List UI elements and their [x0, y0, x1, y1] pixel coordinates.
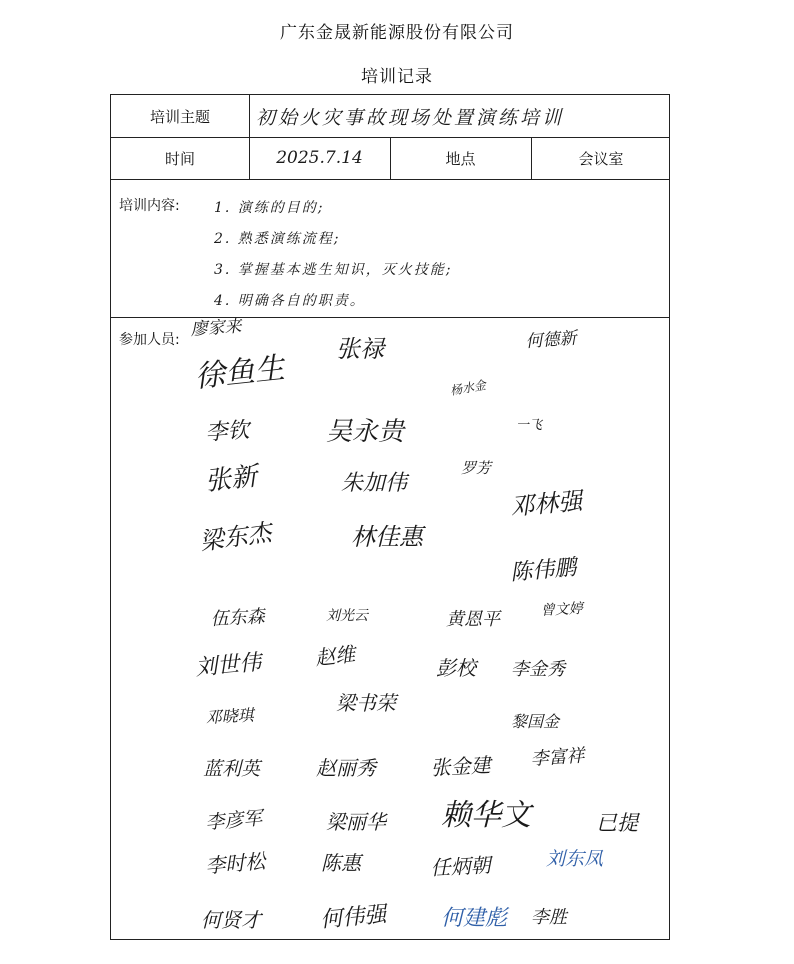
participant-signature: 陈惠	[321, 851, 361, 875]
participant-signature: 赖华文	[441, 798, 531, 833]
participant-signature: 张金建	[430, 752, 492, 780]
participant-signature: 何伟强	[319, 902, 388, 933]
participant-signature: 何建彪	[441, 906, 508, 931]
participant-signature: 朱加伟	[341, 471, 408, 496]
time-value: 2025.7.14	[276, 148, 363, 168]
participants-label: 参加人员:	[119, 332, 180, 348]
participant-signature: 刘东凤	[546, 848, 604, 870]
participant-signature: 邓晓琪	[205, 705, 255, 727]
participant-signature: 李钦	[204, 417, 251, 446]
participant-signature: 李胜	[531, 907, 567, 928]
company-name: 广东金晟新能源股份有限公司	[280, 23, 514, 43]
participant-signature: 刘世伟	[194, 650, 263, 681]
participant-signature: 何贤才	[201, 908, 261, 932]
time-label: 时间	[164, 149, 195, 168]
participant-signature: 赵丽秀	[316, 756, 376, 780]
participant-signature: 李富祥	[529, 745, 586, 770]
participant-signature: 廖家来	[189, 316, 243, 340]
participant-signature: 赵维	[314, 641, 357, 670]
participant-signature: 杨水金	[449, 377, 487, 398]
topic-label: 培训主题	[149, 107, 210, 126]
signature-area	[111, 95, 669, 939]
place-value: 会议室	[578, 149, 624, 168]
content-item: 2. 熟悉演练流程;	[214, 231, 341, 247]
participant-signature: 林佳惠	[351, 523, 423, 551]
participant-signature: 曾文婷	[540, 600, 584, 619]
participant-signature: 彭校	[436, 656, 476, 680]
participant-signature: 李彦军	[204, 807, 264, 834]
participant-signature: 梁东杰	[197, 518, 274, 556]
participant-signature: 已提	[596, 811, 638, 835]
participant-signature: 邓林强	[509, 486, 584, 521]
content-item: 3. 掌握基本逃生知识，灭火技能;	[214, 262, 453, 278]
participant-signature: 罗芳	[461, 459, 492, 477]
participant-signature: 张新	[203, 461, 259, 497]
participant-signature: 蓝利英	[203, 758, 261, 780]
place-label: 地点	[445, 149, 476, 168]
participant-signature: 何德新	[524, 328, 578, 352]
content-item: 1. 演练的目的;	[214, 200, 325, 216]
participant-signature: 一飞	[516, 418, 543, 433]
participant-signature: 刘光云	[326, 608, 368, 624]
content-label: 培训内容:	[119, 198, 180, 214]
participant-signature: 张禄	[336, 335, 384, 363]
participant-signature: 梁书荣	[336, 691, 396, 715]
training-record-form	[110, 94, 670, 940]
participant-signature: 吴永贵	[326, 417, 405, 447]
content-item: 4. 明确各自的职责。	[214, 293, 366, 309]
participant-signature: 李时松	[204, 848, 267, 878]
participant-signature: 李金秀	[511, 659, 565, 680]
participant-signature: 任炳朝	[430, 852, 492, 880]
participant-signature: 徐鱼生	[193, 350, 287, 395]
participant-signature: 陈伟鹏	[509, 555, 578, 586]
participant-signature: 黎国金	[511, 712, 560, 731]
participant-signature: 伍东森	[210, 606, 266, 630]
participant-signature: 梁丽华	[326, 810, 386, 834]
participant-signature: 黄恩平	[446, 609, 500, 630]
document-title: 培训记录	[361, 67, 433, 87]
topic-value: 初始火灾事故现场处置演练培训	[256, 106, 565, 129]
